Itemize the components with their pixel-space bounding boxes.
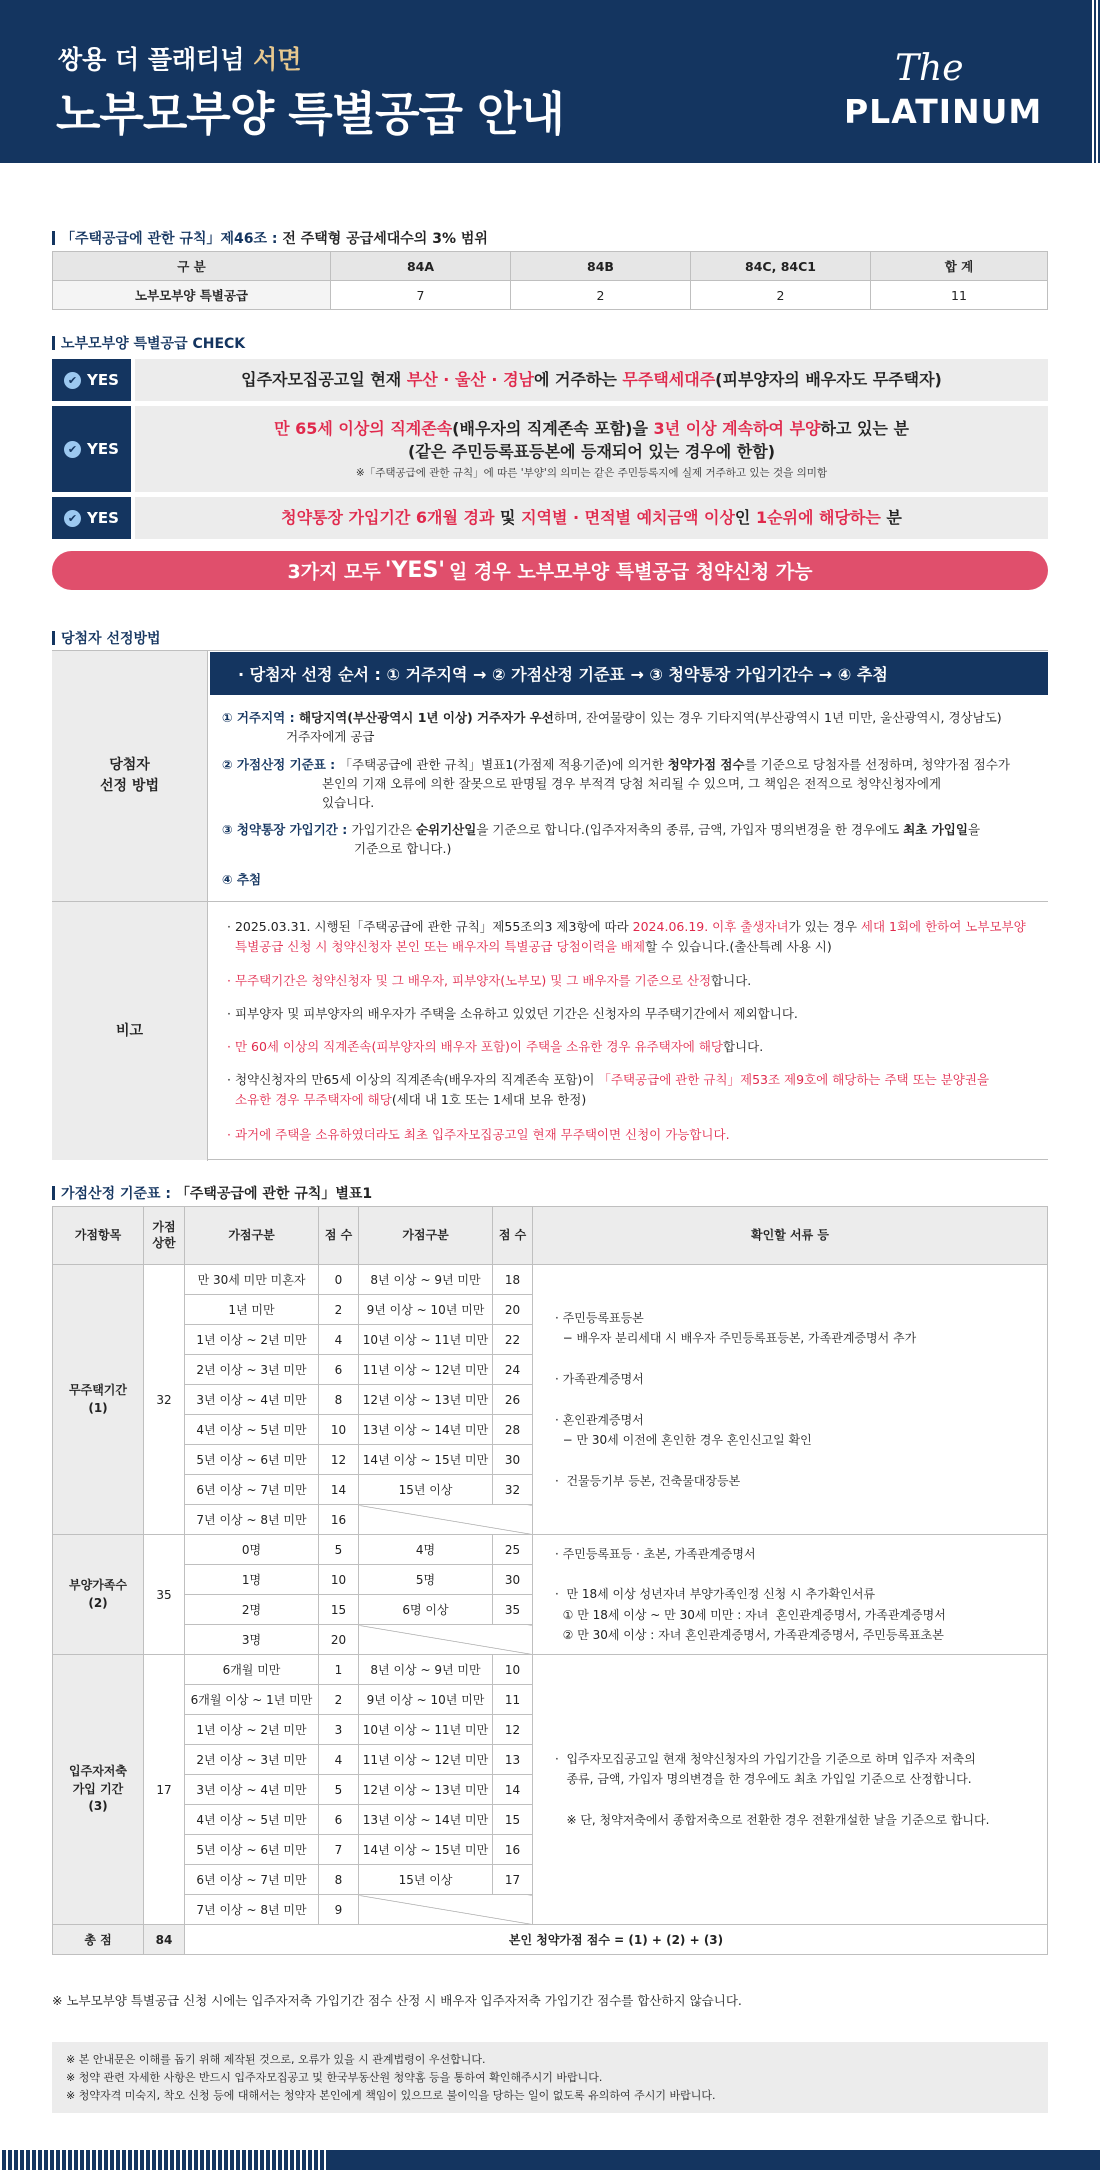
supply-cell: 7 xyxy=(331,281,511,310)
supply-header-cell: 84B xyxy=(511,252,691,281)
score-header-cell: 가점항목 xyxy=(53,1207,144,1265)
selection-order-bar: · 당첨자 선정 순서 : ① 거주지역 → ② 가점산정 기준표 → ③ 청약통장 가입기간수 → ④ 추첨 xyxy=(210,652,1048,695)
score-points: 24 xyxy=(493,1355,533,1385)
score-range: 12년 이상 ~ 13년 미만 xyxy=(359,1775,493,1805)
score-points: 12 xyxy=(493,1715,533,1745)
remark-past-ownership: · 과거에 주택을 소유하였더라도 최초 입주자모집공고일 현재 무주택이면 신청이 가능합니다. xyxy=(227,1127,730,1142)
score-points: 18 xyxy=(493,1265,533,1295)
header-banner xyxy=(0,0,1100,163)
score-points: 6 xyxy=(319,1355,359,1385)
score-range: 3년 이상 ~ 4년 미만 xyxy=(185,1385,319,1415)
score-range: 2명 xyxy=(185,1595,319,1625)
score-range: 12년 이상 ~ 13년 미만 xyxy=(359,1385,493,1415)
score-points: 16 xyxy=(319,1505,359,1535)
score-range: 2년 이상 ~ 3년 미만 xyxy=(185,1355,319,1385)
check-item-account xyxy=(52,497,1048,539)
remark-rule53: · 청약신청자의 만65세 이상의 직계존속(배우자의 직계존속 포함)이 「주택공급에 관한 규칙」제53조 제9호에 해당하는 주택 또는 분양권을 소유한 경우 무주택자에 해당(세대 내 1호 또는 1세대 보유 한정) xyxy=(227,1072,990,1107)
score-points: 30 xyxy=(493,1565,533,1595)
disclaimer-line: ※ 본 안내문은 이해를 돕기 위해 제작된 것으로, 오류가 있을 시 관계법령이 우선합니다. xyxy=(66,2053,486,2066)
score-points: 12 xyxy=(319,1445,359,1475)
remark-over60: · 만 60세 이상의 직계존속(피부양자의 배우자 포함)이 주택을 소유한 경우 유주택자에 해당합니다. xyxy=(227,1039,764,1054)
score-row xyxy=(53,1265,1048,1295)
score-range: 6년 이상 ~ 7년 미만 xyxy=(185,1865,319,1895)
score-range: 2년 이상 ~ 3년 미만 xyxy=(185,1745,319,1775)
score-range: 1명 xyxy=(185,1565,319,1595)
brand-logo-name: PLATINUM xyxy=(844,92,1043,131)
score-points: 3 xyxy=(319,1715,359,1745)
score-range: 3년 이상 ~ 4년 미만 xyxy=(185,1775,319,1805)
score-range: 1년 이상 ~ 2년 미만 xyxy=(185,1325,319,1355)
score-range: 5명 xyxy=(359,1565,493,1595)
score-range: 10년 이상 ~ 11년 미만 xyxy=(359,1715,493,1745)
score-points: 15 xyxy=(319,1595,359,1625)
score-row xyxy=(53,1655,1048,1685)
score-header-cell: 점 수 xyxy=(319,1207,359,1265)
score-points: 10 xyxy=(319,1415,359,1445)
score-points: 5 xyxy=(319,1535,359,1565)
supply-header-cell: 84C, 84C1 xyxy=(691,252,871,281)
score-range: 15년 이상 xyxy=(359,1475,493,1505)
yes-badge: ✔ YES xyxy=(52,359,131,401)
empty-diagonal-cell xyxy=(359,1895,533,1925)
score-range: 14년 이상 ~ 15년 미만 xyxy=(359,1835,493,1865)
score-points: 11 xyxy=(493,1685,533,1715)
score-points: 20 xyxy=(319,1625,359,1655)
score-range: 15년 이상 xyxy=(359,1865,493,1895)
score-points: 30 xyxy=(493,1445,533,1475)
empty-diagonal-cell xyxy=(359,1505,533,1535)
rule-lottery: ④ 추첨 xyxy=(222,872,262,887)
score-range: 7년 이상 ~ 8년 미만 xyxy=(185,1505,319,1535)
remarks-label: 비고 xyxy=(52,902,207,1160)
rule-score: ② 가점산정 기준표 : 「주택공급에 관한 규칙」별표1(가점제 적용기준)에 의거한 청약가점 점수를 기준으로 당첨자를 선정하며, 청약가점 점수가 본인의 기재 오류에 의한 잘못으로 판명될 경우 부적격 당첨 처리될 수 있으며, 그 책임은 전적으로 청약신청자에게 있습니다. xyxy=(222,757,1010,810)
score-range: 1년 미만 xyxy=(185,1295,319,1325)
eligibility-banner: 3가지 모두 'YES' 일 경우 노부모부양 특별공급 청약신청 가능 xyxy=(52,551,1048,590)
score-category: 입주자저축 가입 기간 (3) xyxy=(53,1655,144,1925)
score-points: 15 xyxy=(493,1805,533,1835)
score-range: 6개월 미만 xyxy=(185,1655,319,1685)
yes-badge: ✔ YES xyxy=(52,406,131,492)
check-icon: ✔ xyxy=(64,510,81,527)
check-icon: ✔ xyxy=(64,372,81,389)
score-points: 22 xyxy=(493,1325,533,1355)
score-range: 6명 이상 xyxy=(359,1595,493,1625)
score-header-cell: 가점구분 xyxy=(359,1207,493,1265)
score-range: 11년 이상 ~ 12년 미만 xyxy=(359,1355,493,1385)
supply-cell: 2 xyxy=(511,281,691,310)
disclaimer-line: ※ 청약 관련 자세한 사항은 반드시 입주자모집공고 및 한국부동산원 청약홈 등을 통하여 확인해주시기 바랍니다. xyxy=(66,2071,603,2085)
section-selection-heading: 당첨자 선정방법 xyxy=(52,628,161,648)
header-subtitle: 쌍용 더 플래티넘 서면 xyxy=(58,45,302,74)
section-score-heading: 가점산정 기준표 : 「주택공급에 관한 규칙」별표1 xyxy=(52,1183,372,1203)
score-points: 2 xyxy=(319,1685,359,1715)
score-points: 20 xyxy=(493,1295,533,1325)
section-check-heading: 노부모부양 특별공급 CHECK xyxy=(52,333,245,353)
score-points: 2 xyxy=(319,1295,359,1325)
supply-data-row xyxy=(53,281,1048,310)
score-range: 13년 이상 ~ 14년 미만 xyxy=(359,1805,493,1835)
check-item-residence xyxy=(52,359,1048,401)
supply-header-cell: 합 계 xyxy=(871,252,1048,281)
score-points: 13 xyxy=(493,1745,533,1775)
total-formula: 본인 청약가점 점수 = (1) + (2) + (3) xyxy=(185,1925,1048,1955)
score-category: 무주택기간 (1) xyxy=(53,1265,144,1535)
score-points: 6 xyxy=(319,1805,359,1835)
rule-account-period: ③ 청약통장 가입기간 : 가입기간은 순위기산일을 기준으로 합니다.(입주자저축의 종류, 금액, 가입자 명의변경을 한 경우에도 최초 가입일을 기준으로 합니다.) xyxy=(222,822,981,856)
score-points: 26 xyxy=(493,1385,533,1415)
score-points: 0 xyxy=(319,1265,359,1295)
supply-cell: 노부모부양 특별공급 xyxy=(53,281,331,310)
score-range: 5년 이상 ~ 6년 미만 xyxy=(185,1445,319,1475)
total-max: 84 xyxy=(144,1925,185,1955)
supply-header-cell: 84A xyxy=(331,252,511,281)
score-range: 6개월 이상 ~ 1년 미만 xyxy=(185,1685,319,1715)
score-range: 5년 이상 ~ 6년 미만 xyxy=(185,1835,319,1865)
selection-label: 당첨자 선정 방법 xyxy=(52,651,207,901)
required-documents: · 주민등록표등 · 초본, 가족관계증명서 · 만 18세 이상 성년자녀 부양가족인정 신청 시 추가확인서류 ① 만 18세 이상 ~ 만 30세 미만 : 자녀 혼인관계증명서, 가족관계증명서 ② 만 30세 이상 : 자녀 혼인관계증명서, 가족관계증명서, 주민등록표초본 xyxy=(533,1535,1048,1655)
score-points: 8 xyxy=(319,1865,359,1895)
brand-logo-script: The xyxy=(895,48,964,89)
score-points: 17 xyxy=(493,1865,533,1895)
score-header-cell: 가점 상한 xyxy=(144,1207,185,1265)
total-label: 총 점 xyxy=(53,1925,144,1955)
score-range: 4명 xyxy=(359,1535,493,1565)
page-title: 노부모부양 특별공급 안내 xyxy=(56,87,564,141)
score-range: 만 30세 미만 미혼자 xyxy=(185,1265,319,1295)
score-points: 32 xyxy=(493,1475,533,1505)
check-text: 만 65세 이상의 직계존속(배우자의 직계존속 포함)을 3년 이상 계속하여 부양하고 있는 분 (같은 주민등록표등본에 등재되어 있는 경우에 한함) ※「주택공급에 관한 규칙」에 따른 '부양'의 의미는 같은 주민등록지에 실제 거주하고 있는 것을 의미함 xyxy=(135,406,1048,492)
yes-badge: ✔ YES xyxy=(52,497,131,539)
score-points: 10 xyxy=(319,1565,359,1595)
score-range: 8년 이상 ~ 9년 미만 xyxy=(359,1655,493,1685)
score-max: 17 xyxy=(144,1655,185,1925)
score-range: 4년 이상 ~ 5년 미만 xyxy=(185,1805,319,1835)
score-points: 5 xyxy=(319,1775,359,1805)
score-max: 32 xyxy=(144,1265,185,1535)
score-points: 7 xyxy=(319,1835,359,1865)
score-table xyxy=(52,1206,1048,1955)
score-range: 0명 xyxy=(185,1535,319,1565)
score-max: 35 xyxy=(144,1535,185,1655)
score-range: 8년 이상 ~ 9년 미만 xyxy=(359,1265,493,1295)
selection-method-table xyxy=(52,650,1048,1160)
score-range: 7년 이상 ~ 8년 미만 xyxy=(185,1895,319,1925)
score-range: 6년 이상 ~ 7년 미만 xyxy=(185,1475,319,1505)
score-range: 14년 이상 ~ 15년 미만 xyxy=(359,1445,493,1475)
footer-bar xyxy=(0,2150,1100,2170)
supply-cell: 11 xyxy=(871,281,1048,310)
score-points: 14 xyxy=(319,1475,359,1505)
supply-header-cell: 구 분 xyxy=(53,252,331,281)
remark-birth: · 2025.03.31. 시행된「주택공급에 관한 규칙」제55조의3 제3항에 따라 2024.06.19. 이후 출생자녀가 있는 경우 세대 1회에 한하여 노부모부양 특별공급 신청 시 청약신청자 본인 또는 배우자의 특별공급 당첨이력을 배제할 수 있습니다.(출산특례 사용 시) xyxy=(227,919,1026,954)
score-points: 1 xyxy=(319,1655,359,1685)
empty-diagonal-cell xyxy=(359,1625,533,1655)
score-category: 부양가족수 (2) xyxy=(53,1535,144,1655)
score-points: 35 xyxy=(493,1595,533,1625)
score-header-row xyxy=(53,1207,1048,1265)
score-points: 28 xyxy=(493,1415,533,1445)
score-range: 9년 이상 ~ 10년 미만 xyxy=(359,1295,493,1325)
score-total-row xyxy=(53,1925,1048,1955)
required-documents: · 입주자모집공고일 현재 청약신청자의 가입기간을 기준으로 하며 입주자 저축의 종류, 금액, 가입자 명의변경을 한 경우에도 최초 가입일 기준으로 산정합니다. ※ 단, 청약저축에서 종합저축으로 전환한 경우 전환개설한 날을 기준으로 합니다. xyxy=(533,1655,1048,1925)
score-points: 4 xyxy=(319,1325,359,1355)
required-documents: · 주민등록표등본 − 배우자 분리세대 시 배우자 주민등록표등본, 가족관계증명서 추가 · 가족관계증명서 · 혼인관계증명서 − 만 30세 이전에 혼인한 경우 혼인신고일 확인 · 건물등기부 등본, 건축물대장등본 xyxy=(533,1265,1048,1535)
remark-nohouse-period: · 무주택기간은 청약신청자 및 그 배우자, 피부양자(노부모) 및 그 배우자를 기준으로 산정합니다. xyxy=(227,973,752,988)
remark-excluded-period: · 피부양자 및 피부양자의 배우자가 주택을 소유하고 있었던 기간은 신청자의 무주택기간에서 제외합니다. xyxy=(227,1006,798,1021)
disclaimer-box xyxy=(52,2042,1048,2113)
score-points: 10 xyxy=(493,1655,533,1685)
score-range: 4년 이상 ~ 5년 미만 xyxy=(185,1415,319,1445)
score-points: 16 xyxy=(493,1835,533,1865)
supply-header-row xyxy=(53,252,1048,281)
check-icon: ✔ xyxy=(64,441,81,458)
score-range: 13년 이상 ~ 14년 미만 xyxy=(359,1415,493,1445)
score-range: 10년 이상 ~ 11년 미만 xyxy=(359,1325,493,1355)
section-supply-heading: 「주택공급에 관한 규칙」제46조 : 전 주택형 공급세대수의 3% 범위 xyxy=(52,228,488,248)
score-range: 11년 이상 ~ 12년 미만 xyxy=(359,1745,493,1775)
check-item-support xyxy=(52,406,1048,492)
score-points: 14 xyxy=(493,1775,533,1805)
disclaimer-line: ※ 청약자격 미숙지, 착오 신청 등에 대해서는 청약자 본인에게 책임이 있으므로 불이익을 당하는 일이 없도록 유의하여 주시기 바랍니다. xyxy=(66,2089,716,2103)
footer-stripe-decor xyxy=(0,2150,330,2170)
supply-table xyxy=(52,251,1048,310)
rule-residence: ① 거주지역 : 해당지역(부산광역시 1년 이상) 거주자가 우선하며, 잔여물량이 있는 경우 기타지역(부산광역시 1년 미만, 울산광역시, 경상남도) 거주자에게 공급 xyxy=(222,710,1002,744)
score-range: 9년 이상 ~ 10년 미만 xyxy=(359,1685,493,1715)
check-text: 입주자모집공고일 현재 부산 · 울산 · 경남에 거주하는 무주택세대주(피부양자의 배우자도 무주택자) xyxy=(135,359,1048,401)
score-points: 25 xyxy=(493,1535,533,1565)
check-text: 청약통장 가입기간 6개월 경과 및 지역별 · 면적별 예치금액 이상인 1순위에 해당하는 분 xyxy=(135,497,1048,539)
score-footnote: ※ 노부모부양 특별공급 신청 시에는 입주자저축 가입기간 점수 산정 시 배우자 입주자저축 가입기간 점수를 합산하지 않습니다. xyxy=(52,1993,742,2008)
score-range: 1년 이상 ~ 2년 미만 xyxy=(185,1715,319,1745)
score-points: 4 xyxy=(319,1745,359,1775)
check-footnote: ※「주택공급에 관한 규칙」에 따른 '부양'의 의미는 같은 주민등록지에 실제 거주하고 있는 것을 의미함 xyxy=(355,466,828,479)
score-range: 3명 xyxy=(185,1625,319,1655)
score-row xyxy=(53,1535,1048,1565)
header-stripe-decor xyxy=(1092,0,1100,163)
score-points: 8 xyxy=(319,1385,359,1415)
score-header-cell: 점 수 xyxy=(493,1207,533,1265)
score-header-cell: 가점구분 xyxy=(185,1207,319,1265)
supply-cell: 2 xyxy=(691,281,871,310)
score-points: 9 xyxy=(319,1895,359,1925)
score-header-cell: 확인할 서류 등 xyxy=(533,1207,1048,1265)
